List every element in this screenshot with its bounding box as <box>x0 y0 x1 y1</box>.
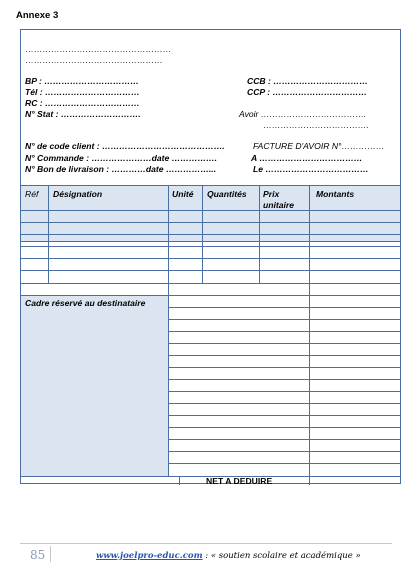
grid-line <box>21 283 400 284</box>
grid-line <box>168 331 400 332</box>
grid-line <box>168 319 400 320</box>
grid-line <box>168 391 400 392</box>
grid-line <box>168 379 400 380</box>
footer-text <box>96 551 361 561</box>
grid-line <box>168 451 400 452</box>
grid-line <box>21 295 400 296</box>
grid-line <box>168 403 400 404</box>
col-ref: Réf <box>25 189 39 199</box>
livraison-field: N° Bon de livraison : …………date ……………... <box>25 164 217 174</box>
grid-line <box>168 415 400 416</box>
grid-line <box>21 222 400 223</box>
grid-line <box>21 246 400 247</box>
grid-line <box>21 210 400 211</box>
invoice-form <box>20 29 401 484</box>
ccp-field: CCP : …………………………… <box>247 87 367 97</box>
footer-link[interactable]: www.joelpro-educ.com <box>96 551 203 561</box>
address-line-2: ………………………………………… <box>25 55 163 65</box>
col-prix-unitaire: unitaire <box>263 200 295 210</box>
col-montants: Montants <box>316 189 355 199</box>
le-field: Le ……………………………… <box>253 164 369 174</box>
nstat-field: N° Stat : ………………………. <box>25 109 141 119</box>
col-unite: Unité <box>172 189 194 199</box>
grid-line <box>168 439 400 440</box>
grid-line <box>21 270 400 271</box>
col-designation: Désignation <box>53 189 103 199</box>
grid-line <box>168 463 400 464</box>
address-line-1: …………………………………………… <box>25 44 172 54</box>
ccb-field: CCB : …………………………… <box>247 76 368 86</box>
cadre-label: Cadre réservé au destinataire <box>25 298 146 308</box>
rc-field: RC : …………………………… <box>25 98 140 108</box>
grid-line <box>21 234 400 235</box>
code-client-field: N° de code client : ……………………………………. <box>25 141 225 151</box>
commande-field: N° Commande : …………………date ……………. <box>25 153 218 163</box>
grid-line <box>309 185 310 485</box>
col-prix: Prix <box>263 189 280 199</box>
cadre-destinataire <box>21 295 168 476</box>
grid-line <box>168 427 400 428</box>
net-a-deduire-label: NET A DEDUIRE <box>206 476 273 486</box>
footer-tagline: : « soutien scolaire et académique » <box>202 551 361 561</box>
bp-field: BP : …………………………… <box>25 76 139 86</box>
tel-field: Tél : …………………………… <box>25 87 140 97</box>
grid-line <box>168 307 400 308</box>
grid-line <box>168 367 400 368</box>
avoir-field: Avoir ………………………………. <box>239 109 367 119</box>
footer-divider <box>20 543 392 544</box>
grid-line <box>168 355 400 356</box>
a-field: A ……………………………… <box>251 153 363 163</box>
annexe-title: Annexe 3 <box>16 10 59 21</box>
col-quantites: Quantités <box>207 189 247 199</box>
grid-line <box>179 476 180 485</box>
page-number: 85 <box>30 548 46 562</box>
facture-avoir-field: FACTURE D'AVOIR N°…………… <box>253 141 385 151</box>
avoir-dots: ………………………………. <box>263 120 369 130</box>
grid-line <box>168 343 400 344</box>
grid-line <box>21 258 400 259</box>
page-number-divider <box>50 546 51 562</box>
